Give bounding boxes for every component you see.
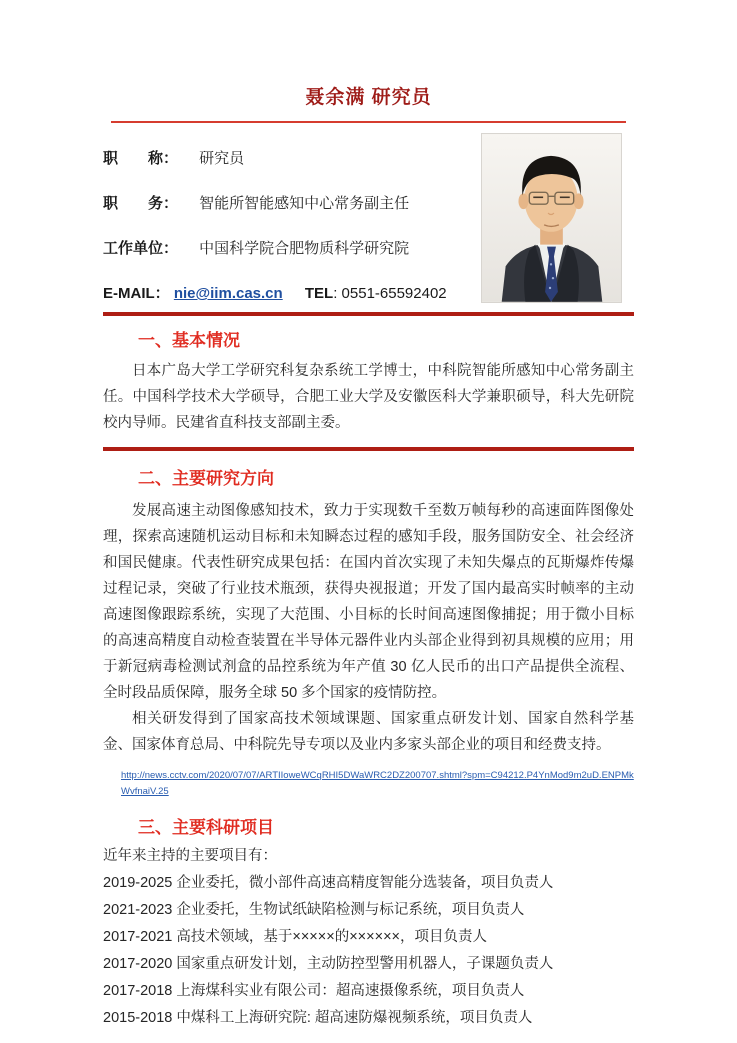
section-divider-1 [103, 312, 634, 316]
email-label: E-MAIL： [103, 285, 170, 302]
title-divider [111, 121, 626, 123]
research-paragraph-1: 发展高速主动图像感知技术，致力于实现数千至数万帧每秒的高速面阵图像处理，探索高速随机运动目标和未知瞬态过程的感知手段，服务国防安全、社会经济和国民健康。代表性研究成果包括：在国内首次实现了未知失爆点的瓦斯爆炸传爆过程记录，突破了行业技术瓶颈，获得央视报道；开发了国内最高实时帧率的主动高速图像跟踪系统，实现了大范围、小目标的长时间高速图像捕捉；用于微小目标的高速高精度自动检查装置在半导体元器件业内头部企业得到初具规模的应用；用于新冠病毒检测试剂盒的品控系统为年产值 30 亿人民币的出口产品提供全流程、全时段品质保障，服务全球 50 多个国家的疫情防控。 [103, 503, 634, 701]
section-divider-2 [103, 447, 634, 451]
research-paragraph-2: 相关研发得到了国家高技术领域课题、国家重点研发计划、国家自然科学基金、国家体育总局、中科院先导专项以及业内多家头部企业的项目和经费支持。 [103, 711, 634, 753]
projects-intro: 近年来主持的主要项目有： [103, 848, 277, 864]
project-item: 2017-2020 国家重点研发计划，主动防控型警用机器人，子课题负责人 [103, 956, 554, 972]
page-title: 聂余满 研究员 [305, 87, 432, 108]
job-title-value: 研究员 [199, 150, 245, 167]
project-item: 2021-2023 企业委托，生物试纸缺陷检测与标记系统，项目负责人 [103, 902, 525, 918]
info-row-job-title [103, 149, 634, 169]
project-item: 2019-2025 企业委托，微小部件高速高精度智能分选装备，项目负责人 [103, 875, 554, 891]
project-list [103, 870, 634, 1032]
basic-info-paragraph: 日本广岛大学工学研究科复杂系统工学博士，中科院智能所感知中心常务副主任。中国科学技术大学硕导，合肥工业大学及安徽医科大学兼职硕导，科大先研院校内导师。民建省直科技支部副主委。 [103, 363, 634, 431]
tel-group [305, 285, 447, 302]
email-link[interactable]: nie@iim.cas.cn [173, 285, 283, 302]
section-heading-projects: 三、主要科研项目 [138, 818, 274, 837]
tel-label: TEL [304, 285, 334, 302]
position-label: 职 务： [103, 195, 179, 212]
section-heading-research: 二、主要研究方向 [138, 469, 274, 488]
workplace-value: 中国科学院合肥物质科学研究院 [199, 240, 410, 257]
info-row-contact [103, 284, 634, 304]
section-heading-basic-info: 一、基本情况 [138, 331, 240, 350]
project-item: 2017-2021 高技术领域，基于×××××的××××××，项目负责人 [103, 929, 488, 945]
profile-info [103, 149, 634, 304]
job-title-label: 职 称： [103, 150, 179, 167]
info-row-workplace [103, 239, 634, 259]
position-value: 智能所智能感知中心常务副主任 [199, 195, 410, 212]
project-item: 2015-2018 中煤科工上海研究院: 超高速防爆视频系统，项目负责人 [103, 1010, 533, 1026]
info-row-position [103, 194, 634, 214]
workplace-label: 工作单位： [103, 240, 179, 257]
project-item: 2017-2018 上海煤科实业有限公司：超高速摄像系统，项目负责人 [103, 983, 525, 999]
news-link-line [121, 767, 634, 799]
tel-value: : 0551-65592402 [333, 285, 447, 302]
cctv-news-link[interactable]: http://news.cctv.com/2020/07/07/ARTIIoweWCqRHI5DWaWRC2DZ200707.shtml?spm=C94212.P4YnMod9m2uD.ENPMkWvfnaiV.25 [121, 770, 634, 797]
